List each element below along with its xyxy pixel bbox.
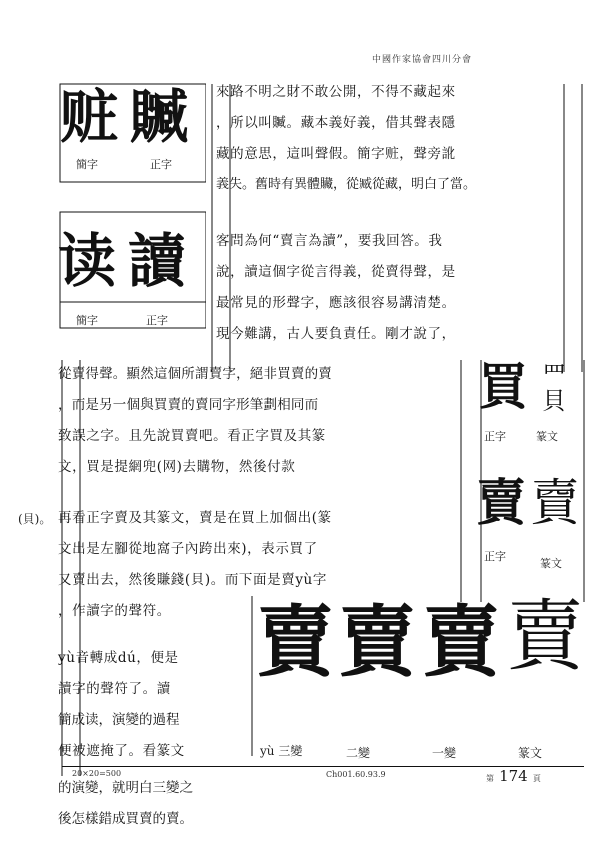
text-line-21: 的演變，就明白三變之 — [58, 780, 193, 796]
text-line-22: 後怎樣錯成買賣的賣。 — [58, 811, 193, 827]
text-line-8: 現今難講，古人要負責任。剛才說了， — [216, 326, 456, 342]
char-du-simplified: 读 — [58, 227, 117, 295]
label-zang-simplified: 簡字 — [76, 158, 98, 171]
text-line-20: 便被遮掩了。看篆文 — [58, 743, 185, 759]
evolution-label-4: 篆文 — [518, 746, 543, 760]
label-yu-seal: 篆文 — [540, 557, 562, 570]
char-zang-simplified: 赃 — [60, 83, 119, 151]
page-number — [486, 766, 541, 785]
label-mai-regular: 正字 — [484, 430, 506, 443]
text-line-1: 來路不明之財不敢公開，不得不藏起來 — [216, 84, 456, 100]
char-yu-seal: 𧶠 — [530, 474, 580, 532]
text-line-11: 致誤之字。且先說買賣吧。看正字買及其篆 — [58, 428, 326, 444]
text-line-2: ，所以叫贓。藏本義好義，借其聲表隱 — [216, 115, 456, 131]
text-line-7: 最常見的形聲字，應該很容易講清楚。 — [216, 295, 456, 311]
text-line-14: 文出是左腳從地窩子內跨出來)，表示買了 — [58, 541, 318, 557]
evolution-glyph-1: 賣 — [256, 597, 335, 688]
text-line-15: 又賣出去，然後賺錢(貝)。而下面是賣yù字 — [58, 572, 327, 588]
label-mai-seal: 篆文 — [536, 430, 558, 443]
char-mai-regular: 買 — [478, 357, 528, 416]
margin-note: (貝)。 — [18, 512, 52, 526]
label-yu-regular: 正字 — [484, 550, 506, 563]
label-du-traditional: 正字 — [146, 314, 168, 327]
text-line-13: 再看正字賣及其篆文，賣是在買上加個出(篆 — [58, 510, 332, 526]
text-line-9: 從賣得聲。顯然這個所謂賣字，絕非買賣的賣 — [58, 366, 332, 382]
text-line-17: yù音轉成dú，便是 — [58, 650, 179, 666]
text-line-3: 藏的意思，這叫聲假。簡字赃，聲旁訛 — [216, 146, 456, 162]
sheet-code: 20×20=500 — [72, 769, 122, 778]
char-zang-traditional: 贓 — [130, 83, 189, 151]
char-mai-seal: 罒貝 — [542, 361, 566, 415]
text-line-6: 說，讀這個字從言得義，從賣得聲，是 — [216, 264, 456, 280]
text-line-4: 義失。舊時有異體贜，從臧從藏，明白了當。 — [216, 177, 477, 192]
page-header: 中國作家協會四川分會 — [372, 55, 473, 65]
text-line-16: ，作讀字的聲符。 — [58, 603, 171, 619]
text-line-18: 讀字的聲符了。讀 — [58, 681, 171, 697]
evolution-label-1: yù 三變 — [260, 744, 303, 758]
char-yu-regular: 賣 — [476, 473, 526, 532]
page-suffix: 頁 — [532, 774, 541, 783]
evolution-glyph-2: 賣 — [338, 597, 417, 688]
label-du-simplified: 簡字 — [76, 314, 98, 327]
text-line-19: 簡成读，演變的過程 — [58, 712, 180, 728]
evolution-glyph-4: 賣 — [506, 592, 585, 682]
char-du-traditional: 讀 — [128, 227, 187, 295]
evolution-label-2: 二變 — [346, 746, 371, 760]
evolution-label-3: 一變 — [432, 746, 457, 760]
evolution-glyph-3: 賣 — [422, 597, 501, 688]
page-number-value: 174 — [499, 767, 528, 785]
page-prefix: 第 — [486, 774, 494, 783]
text-line-10: ，而是另一個與買賣的賣同字形筆劃相同而 — [58, 397, 319, 413]
label-zang-traditional: 正字 — [150, 158, 172, 171]
text-line-5: 客問為何“賣言為讀”，要我回答。我 — [216, 233, 443, 249]
serial-code: Ch001.60.93.9 — [326, 770, 386, 779]
text-line-12: 文，買是提網兜(网)去購物，然後付款 — [58, 459, 296, 475]
